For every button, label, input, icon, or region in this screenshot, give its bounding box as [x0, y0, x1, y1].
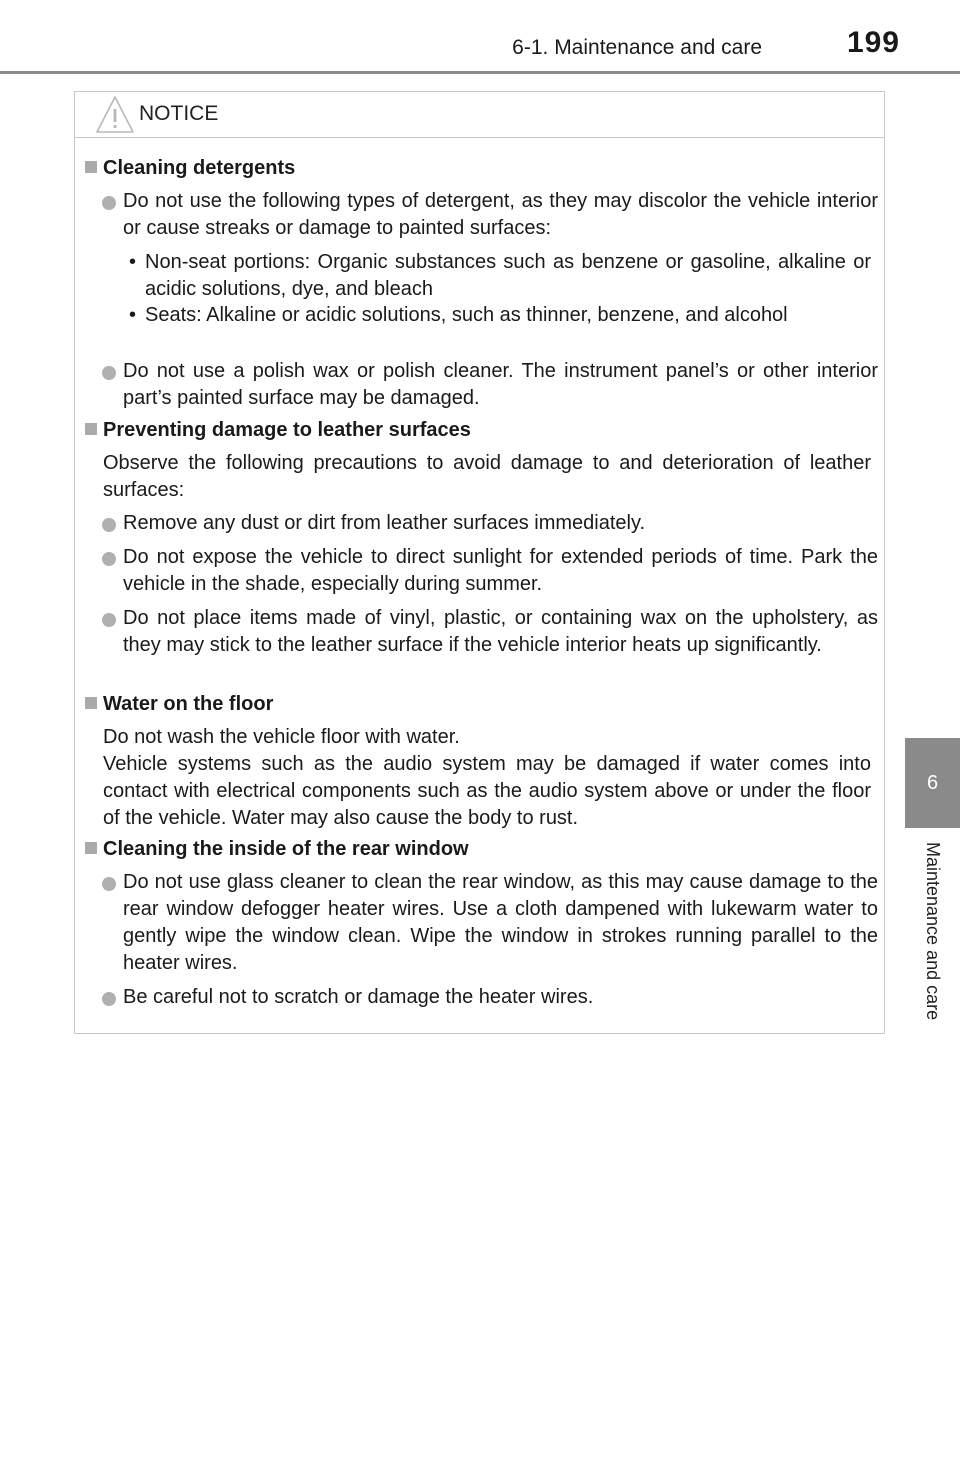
square-bullet-icon [85, 161, 97, 173]
bullet-text: Do not use a polish wax or polish cleaner. The instrument panel’s or other interior part’s painted surface may be damaged. [123, 360, 878, 409]
circle-bullet-icon [102, 552, 116, 566]
circle-bullet-icon [102, 613, 116, 627]
subitem-text: Seats: Alkaline or acidic solutions, such as thinner, benzene, and alcohol [145, 304, 788, 326]
notice-box [74, 91, 885, 1034]
chapter-number: 6 [926, 772, 939, 794]
dot-bullet-icon: • [129, 251, 137, 273]
bullet-text: Do not use the following types of detergent, as they may discolor the vehicle interior or cause streaks or damage to painted surfaces: [123, 190, 878, 239]
chapter-label: Maintenance and care [923, 842, 943, 1021]
section-title: 6-1. Maintenance and care [512, 36, 762, 59]
chapter-tab [905, 738, 960, 828]
section-heading-water-floor: Water on the floor [85, 693, 273, 716]
circle-bullet-icon [102, 518, 116, 532]
dot-bullet-icon: • [129, 304, 137, 326]
notice-header [75, 92, 884, 138]
bullet-text: Remove any dust or dirt from leather surfaces immediately. [123, 512, 646, 534]
section-intro: Observe the following precautions to avoid damage to and deterioration of leather surfaces: [103, 452, 871, 501]
bullet-text: Do not place items made of vinyl, plastic, or containing wax on the upholstery, as they may stick to the leather surface if the vehicle interior heats up significantly. [123, 607, 878, 656]
section-heading-cleaning-detergents: Cleaning detergents [85, 157, 295, 180]
warning-triangle-icon [95, 95, 135, 135]
page-number: 199 [846, 26, 900, 59]
section-heading-leather: Preventing damage to leather surfaces [85, 419, 471, 442]
bullet-text: Be careful not to scratch or damage the heater wires. [123, 986, 594, 1008]
body-text: Do not wash the vehicle floor with water. [103, 726, 460, 748]
circle-bullet-icon [102, 877, 116, 891]
square-bullet-icon [85, 697, 97, 709]
header-divider [0, 71, 960, 74]
page-header [0, 0, 960, 74]
subitem-text: Non-seat portions: Organic substances such as benzene or gasoline, alkaline or acidic solutions, dye, and bleach [145, 251, 871, 300]
square-bullet-icon [85, 423, 97, 435]
notice-title: NOTICE [139, 102, 219, 125]
square-bullet-icon [85, 842, 97, 854]
body-text: Vehicle systems such as the audio system may be damaged if water comes into contact with electrical components such as the audio system above or under the floor of the vehicle. Water may also cause the body to rust. [103, 753, 871, 829]
section-heading-rear-window: Cleaning the inside of the rear window [85, 838, 469, 861]
circle-bullet-icon [102, 992, 116, 1006]
circle-bullet-icon [102, 366, 116, 380]
circle-bullet-icon [102, 196, 116, 210]
bullet-text: Do not use glass cleaner to clean the rear window, as this may cause damage to the rear window defogger heater wires. Use a cloth dampened with lukewarm water to gently wipe the window clean. Wipe the window in strokes running parallel to the heater wires. [123, 871, 878, 974]
bullet-text: Do not expose the vehicle to direct sunlight for extended periods of time. Park the vehicle in the shade, especially during summer. [123, 546, 878, 595]
